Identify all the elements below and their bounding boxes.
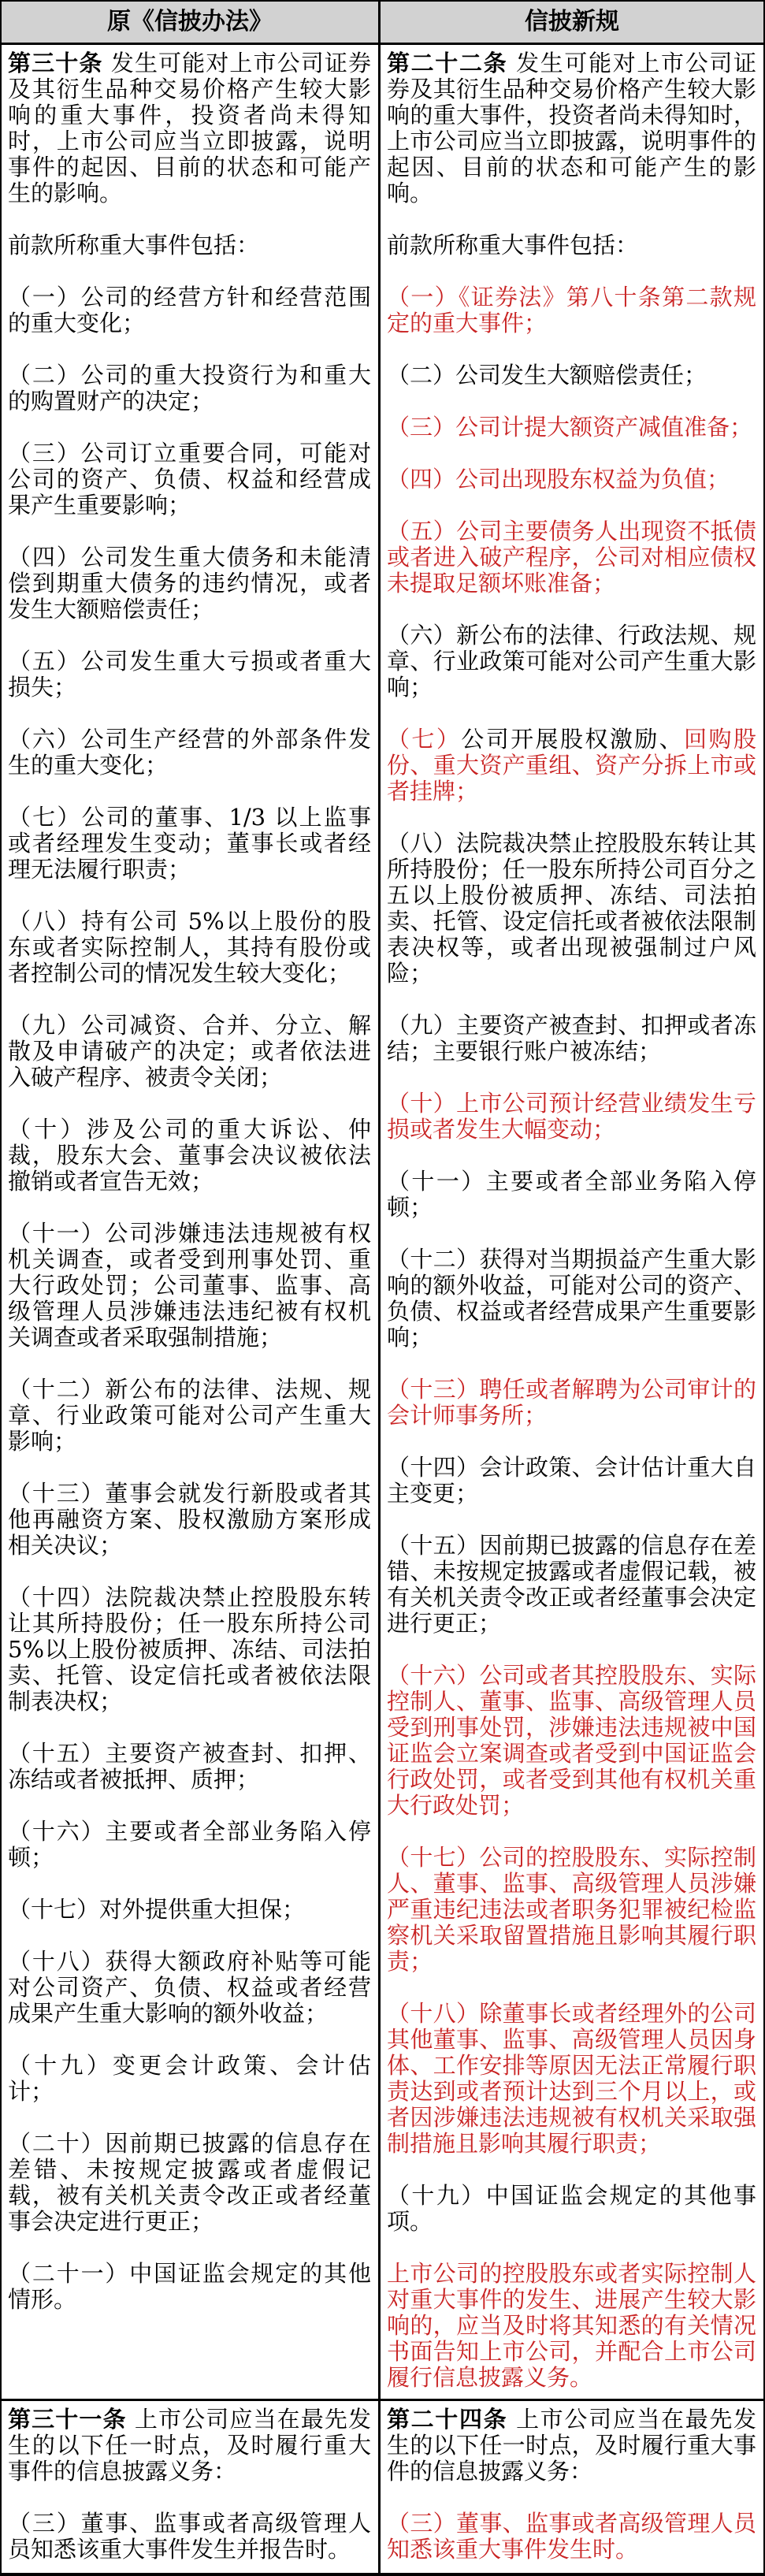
clause-paragraph — [387, 2001, 756, 2157]
clause-paragraph — [8, 1585, 371, 1715]
cell-old-article-31 — [2, 2401, 378, 2573]
clause-text: （十四）会计政策、会计估计重大自主变更； — [387, 1454, 756, 1507]
clause-paragraph — [8, 1741, 371, 1793]
clause-text: （五）公司发生重大亏损或者重大损失； — [8, 648, 371, 701]
clause-text: 发生可能对上市公司证券及其衍生品种交易价格产生较大影响的重大事件，投资者尚未得知时，上市公司应当立即披露，说明事件的起因、目前的状态和可能产生的影响。 — [8, 50, 371, 206]
clause-paragraph — [387, 2261, 756, 2391]
clause-paragraph — [8, 1819, 371, 1871]
row-major-events — [2, 45, 763, 2401]
clause-paragraph — [8, 545, 371, 623]
clause-paragraph — [8, 649, 371, 701]
clause-text: （八）法院裁决禁止控股股东转让其所持股份；任一股东所持公司百分之五以上股份被质押、冻结、司法拍卖、托管、设定信托或者被依法限制表决权等，或者出现被强制过户风险； — [387, 830, 756, 987]
clause-text: （三）董事、监事或者高级管理人员知悉该重大事件发生并报告时。 — [8, 2510, 371, 2563]
clause-paragraph — [387, 1845, 756, 1975]
article-number: 第三十一条 — [8, 2406, 127, 2433]
clause-paragraph — [387, 2407, 756, 2485]
clause-paragraph — [387, 1455, 756, 1507]
clause-paragraph — [8, 2053, 371, 2105]
clause-text: （十三）董事会就发行新股或者其他再融资方案、股权激励方案形成相关决议； — [8, 1480, 371, 1559]
clause-paragraph — [8, 1221, 371, 1351]
clause-text: （十五）因前期已披露的信息存在差错、未按规定披露或者虚假记载，被有关机关责令改正或者经董事会决定进行更正； — [387, 1532, 756, 1637]
clause-text: （九）公司减资、合并、分立、解散及申请破产的决定；或者依法进入破产程序、被责令关闭； — [8, 1012, 371, 1091]
clause-text: （一）《证券法》第八十条第二款规定的重大事件； — [387, 284, 756, 336]
article-number: 第三十条 — [8, 50, 103, 76]
clause-paragraph — [8, 232, 371, 258]
clause-paragraph — [8, 440, 371, 519]
clause-text: （二十）因前期已披露的信息存在差错、未按规定披露或者虚假记载，被有关机关责令改正或者经董事会决定进行更正； — [8, 2130, 371, 2235]
clause-text: （十）上市公司预计经营业绩发生亏损或者发生大幅变动； — [387, 1090, 756, 1143]
clause-paragraph — [8, 1949, 371, 2027]
clause-text: （十二）新公布的法律、法规、规章、行业政策可能对公司产生重大影响； — [8, 1376, 371, 1455]
clause-text: 发生可能对上市公司证券及其衍生品种交易价格产生较大影响的重大事件，投资者尚未得知时，上市公司应当立即披露，说明事件的起因、目前的状态和可能产生的影响。 — [387, 50, 756, 206]
clause-text: 上市公司应当在最先发生的以下任一时点，及时履行重大事件的信息披露义务： — [8, 2406, 371, 2485]
clause-paragraph — [387, 414, 756, 440]
row-disclosure-timing — [2, 2401, 763, 2573]
clause-text: （十六）主要或者全部业务陷入停顿； — [8, 1818, 371, 1871]
clause-paragraph — [387, 1169, 756, 1221]
clause-text: （十三）聘任或者解聘为公司审计的会计师事务所； — [387, 1376, 756, 1429]
clause-text: （七）公司的董事、1/3 以上监事或者经理发生变动；董事长或者经理无法履行职责； — [8, 804, 371, 883]
clause-text: （十二）获得对当期损益产生重大影响的额外收益，可能对公司的资产、负债、权益或者经营成果产生重要影响； — [387, 1246, 756, 1351]
clause-text: （二十一）中国证监会规定的其他情形。 — [8, 2260, 371, 2313]
clause-text: （一）公司的经营方针和经营范围的重大变化； — [8, 284, 371, 336]
clause-text: （十八）获得大额政府补贴等可能对公司资产、负债、权益或者经营成果产生重大影响的额外收益； — [8, 1948, 371, 2027]
clause-text: （五）公司主要债务人出现资不抵债或者进入破产程序，公司对相应债权未提取足额坏账准备； — [387, 518, 756, 597]
clause-text: （十一）主要或者全部业务陷入停顿； — [387, 1168, 756, 1221]
header-new-rules: 信披新规 — [378, 2, 763, 43]
article-number: 第二十二条 — [387, 50, 508, 76]
clause-text: 公司开展股权激励、 — [461, 726, 685, 753]
clause-paragraph — [387, 623, 756, 701]
clause-paragraph — [387, 1247, 756, 1351]
clause-text: （四）公司发生重大债务和未能清偿到期重大债务的违约情况，或者发生大额赔偿责任； — [8, 544, 371, 623]
clause-paragraph — [387, 1377, 756, 1429]
clause-text: （十七）公司的控股股东、实际控制人、董事、监事、高级管理人员涉嫌严重违纪违法或者职务犯罪被纪检监察机关采取留置措施且影响其履行职责； — [387, 1844, 756, 1975]
clause-text: （六）新公布的法律、行政法规、规章、行业政策可能对公司产生重大影响； — [387, 622, 756, 701]
clause-paragraph — [8, 2261, 371, 2313]
clause-text: （十）涉及公司的重大诉讼、仲裁，股东大会、董事会决议被依法撤销或者宣告无效； — [8, 1116, 371, 1195]
clause-text: （九）主要资产被查封、扣押或者冻结；主要银行账户被冻结； — [387, 1012, 756, 1065]
clause-paragraph — [387, 1013, 756, 1065]
clause-paragraph — [8, 2407, 371, 2485]
article-number: 第二十四条 — [387, 2406, 508, 2433]
clause-paragraph — [8, 1481, 371, 1559]
clause-text: （十一）公司涉嫌违法违规被有权机关调查，或者受到刑事处罚、重大行政处罚；公司董事、监事、高级管理人员涉嫌违法违纪被有权机关调查或者采取强制措施； — [8, 1220, 371, 1351]
clause-text: （十五）主要资产被查封、扣押、冻结或者被抵押、质押； — [8, 1740, 371, 1793]
clause-text: 前款所称重大事件包括： — [387, 232, 639, 258]
clause-paragraph — [387, 1663, 756, 1819]
clause-paragraph — [8, 362, 371, 414]
clause-text: （十九）变更会计政策、会计估计； — [8, 2052, 371, 2105]
clause-text: 前款所称重大事件包括： — [8, 232, 260, 258]
clause-paragraph — [387, 727, 756, 805]
clause-paragraph — [8, 805, 371, 883]
clause-text: （三）董事、监事或者高级管理人员知悉该重大事件发生时。 — [387, 2510, 756, 2563]
clause-text: （十八）除董事长或者经理外的公司其他董事、监事、高级管理人员因身体、工作安排等原因无法正常履行职责达到或者预计达到三个月以上，或者因涉嫌违法违规被有权机关采取强制措施且影响其履行职责； — [387, 2000, 756, 2157]
cell-new-article-22 — [378, 45, 763, 2399]
clause-paragraph — [8, 1013, 371, 1091]
clause-text: （三）公司计提大额资产减值准备； — [387, 414, 753, 440]
clause-text: （八）持有公司 5%以上股份的股东或者实际控制人，其持有股份或者控制公司的情况发生较大变化； — [8, 908, 371, 987]
cell-new-article-24 — [378, 2401, 763, 2573]
cell-old-article-30 — [2, 45, 378, 2399]
header-old-rules: 原《信披办法》 — [107, 8, 273, 35]
clause-text: （十七）对外提供重大担保； — [8, 1896, 306, 1923]
clause-paragraph — [387, 2183, 756, 2235]
clause-text: 回购股份、重大资产重组、资产分拆上市或者挂牌； — [387, 726, 756, 805]
clause-paragraph — [8, 1377, 371, 1455]
clause-paragraph — [8, 2131, 371, 2235]
clause-paragraph — [387, 467, 756, 493]
clause-paragraph — [8, 727, 371, 779]
clause-paragraph — [387, 831, 756, 987]
clause-text: （二）公司发生大额赔偿责任； — [387, 362, 707, 388]
clause-text: 上市公司的控股股东或者实际控制人对重大事件的发生、进展产生较大影响的，应当及时将其知悉的有关情况书面告知上市公司，并配合上市公司履行信息披露义务。 — [387, 2260, 756, 2391]
clause-text: （十九）中国证监会规定的其他事项。 — [387, 2182, 756, 2235]
clause-paragraph — [8, 1117, 371, 1195]
clause-paragraph — [8, 2511, 371, 2563]
clause-paragraph — [8, 909, 371, 987]
clause-text: （六）公司生产经营的外部条件发生的重大变化； — [8, 726, 371, 779]
clause-paragraph — [387, 362, 756, 388]
clause-text: （三）公司订立重要合同，可能对公司的资产、负债、权益和经营成果产生重要影响； — [8, 440, 371, 519]
clause-paragraph — [8, 284, 371, 336]
clause-paragraph — [387, 284, 756, 336]
clause-text: （四）公司出现股东权益为负值； — [387, 466, 730, 493]
clause-text: （十四）法院裁决禁止控股股东转让其所持股份；任一股东所持公司 5%以上股份被质押、冻结、司法拍卖、托管、设定信托或者被依法限制表决权； — [8, 1584, 371, 1715]
table-header-row — [2, 2, 763, 45]
clause-text: 上市公司应当在最先发生的以下任一时点，及时履行重大事件的信息披露义务： — [387, 2406, 756, 2485]
clause-paragraph — [387, 232, 756, 258]
clause-paragraph — [8, 1897, 371, 1923]
clause-text: （二）公司的重大投资行为和重大的购置财产的决定； — [8, 362, 371, 414]
clause-text: （七） — [387, 726, 462, 753]
clause-paragraph — [387, 2511, 756, 2563]
clause-paragraph — [387, 1091, 756, 1143]
clause-paragraph — [387, 50, 756, 206]
clause-paragraph — [8, 50, 371, 206]
clause-text: （十六）公司或者其控股股东、实际控制人、董事、监事、高级管理人员受到刑事处罚，涉嫌违法违规被中国证监会立案调查或者受到中国证监会行政处罚，或者受到其他有权机关重大行政处罚； — [387, 1662, 756, 1819]
clause-paragraph — [387, 1533, 756, 1637]
clause-paragraph — [387, 519, 756, 597]
